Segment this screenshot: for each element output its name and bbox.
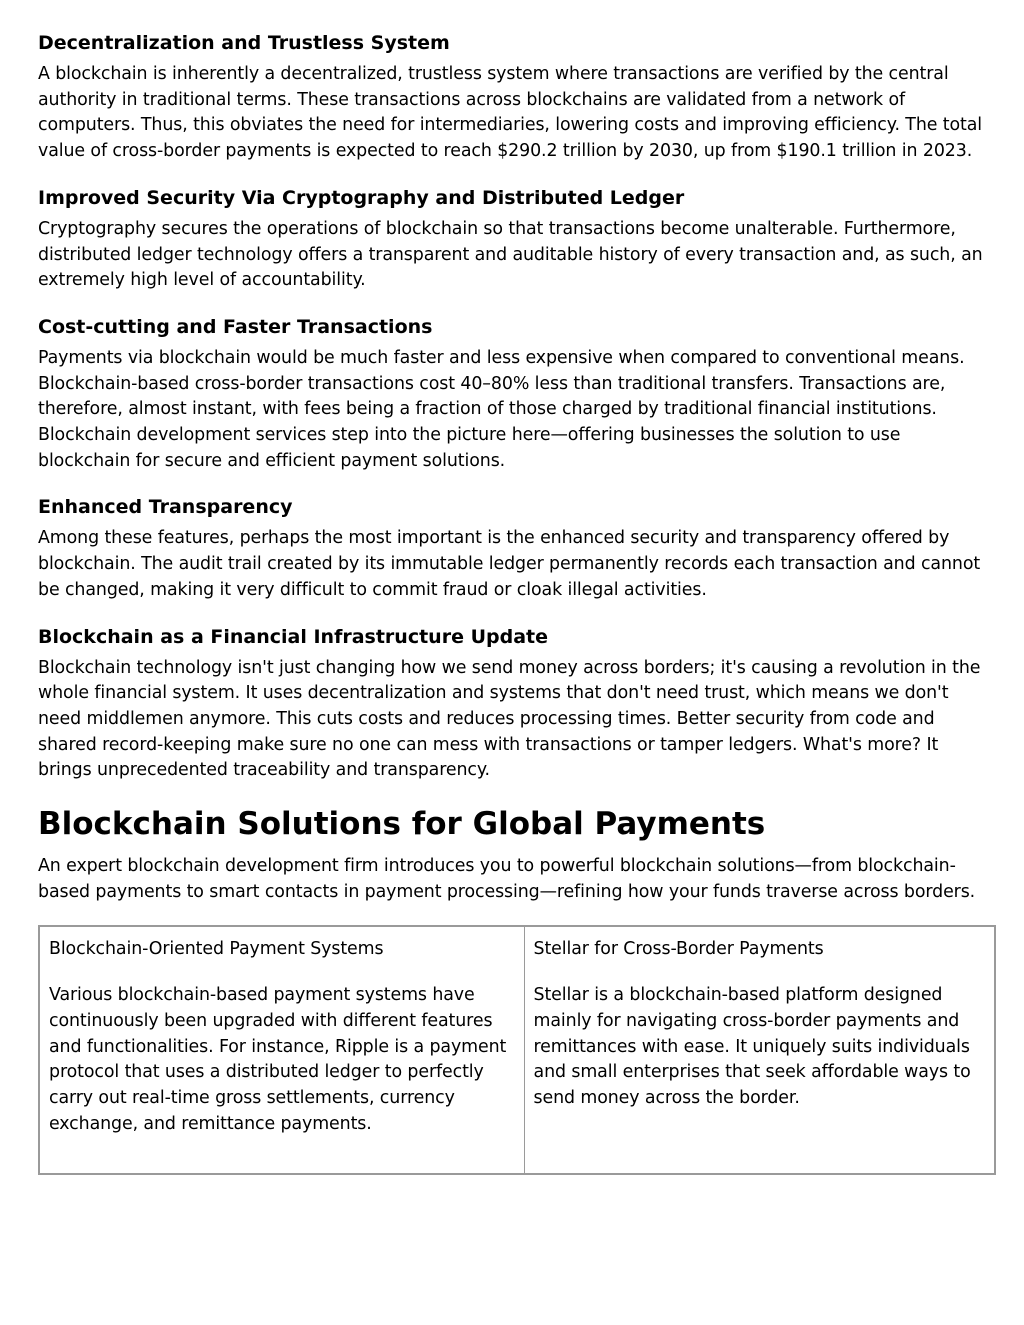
section-cost-cutting (38, 314, 994, 475)
cell-body: Various blockchain-based payment systems have continuously been upgraded with different features and functionalities. For instance, Ripple is a payment protocol that uses a distributed ledger to perfectly carry out real-time gross settlements, currency exchange, and remittance payments. (49, 985, 507, 1134)
solutions-heading: Blockchain Solutions for Global Payments (38, 806, 766, 843)
section-security (38, 185, 994, 294)
cell-title: Blockchain-Oriented Payment Systems (49, 939, 384, 960)
section-body: Blockchain technology isn't just changing how we send money across borders; it's causing a revolution in the whole financial system. It uses decentralization and systems that don't need trust, which means we don't need middlemen anymore. This cuts costs and reduces processing times. Better security from code and shared record-keeping make sure no one can mess with transactions or tamper ledgers. What's more? It brings unprecedented traceability and transparency. (38, 657, 981, 781)
solutions-intro: An expert blockchain development firm introduces you to powerful blockchain solutions—from blockchain-based payments to smart contacts in payment processing—refining how your funds traverse across borders. (38, 856, 976, 902)
cell-body: Stellar is a blockchain-based platform designed mainly for navigating cross-border payments and remittances with ease. It uniquely suits individuals and small enterprises that seek affordable ways to send money across the border. (533, 985, 971, 1108)
section-body: Cryptography secures the operations of blockchain so that transactions become unalterable. Furthermore, distributed ledger technology offers a transparent and auditable history of every transaction and, as such, an extremely high level of accountability. (38, 218, 983, 291)
section-heading: Blockchain as a Financial Infrastructure Update (38, 625, 548, 648)
cell-title: Stellar for Cross-Border Payments (533, 939, 824, 960)
section-heading: Improved Security Via Cryptography and Distributed Ledger (38, 186, 685, 209)
section-heading: Decentralization and Trustless System (38, 32, 450, 54)
section-decentralization (38, 30, 994, 165)
table-cell-stellar (524, 926, 995, 1174)
section-body: A blockchain is inherently a decentralized, trustless system where transactions are verified by the central authority in traditional terms. These transactions across blockchains are validated from a network of computers. Thus, this obviates the need for intermediaries, lowering costs and improving efficiency. The total value of cross-border payments is expected to reach $290.2 trillion by 2030, up from $190.1 trillion in 2023. (38, 64, 983, 162)
section-body: Among these features, perhaps the most important is the enhanced security and transparency offered by blockchain. The audit trail created by its immutable ledger permanently records each transaction and cannot be changed, making it very difficult to commit fraud or cloak illegal activities. (38, 528, 981, 600)
table-row (39, 926, 995, 1174)
section-transparency (38, 494, 994, 603)
section-infrastructure (38, 624, 994, 785)
section-body: Payments via blockchain would be much faster and less expensive when compared to conventional means. Blockchain-based cross-border transactions cost 40–80% less than traditional transfers. Transactions are, therefore, almost instant, with fees being a fraction of those charged by traditional financial institutions. Blockchain development services step into the picture here—offering businesses the solution to use blockchain for secure and efficient payment solutions. (38, 347, 965, 471)
solutions-table (38, 925, 996, 1175)
section-heading: Enhanced Transparency (38, 496, 293, 519)
section-heading: Cost-cutting and Faster Transactions (38, 315, 433, 338)
table-cell-payment-systems (39, 926, 524, 1174)
